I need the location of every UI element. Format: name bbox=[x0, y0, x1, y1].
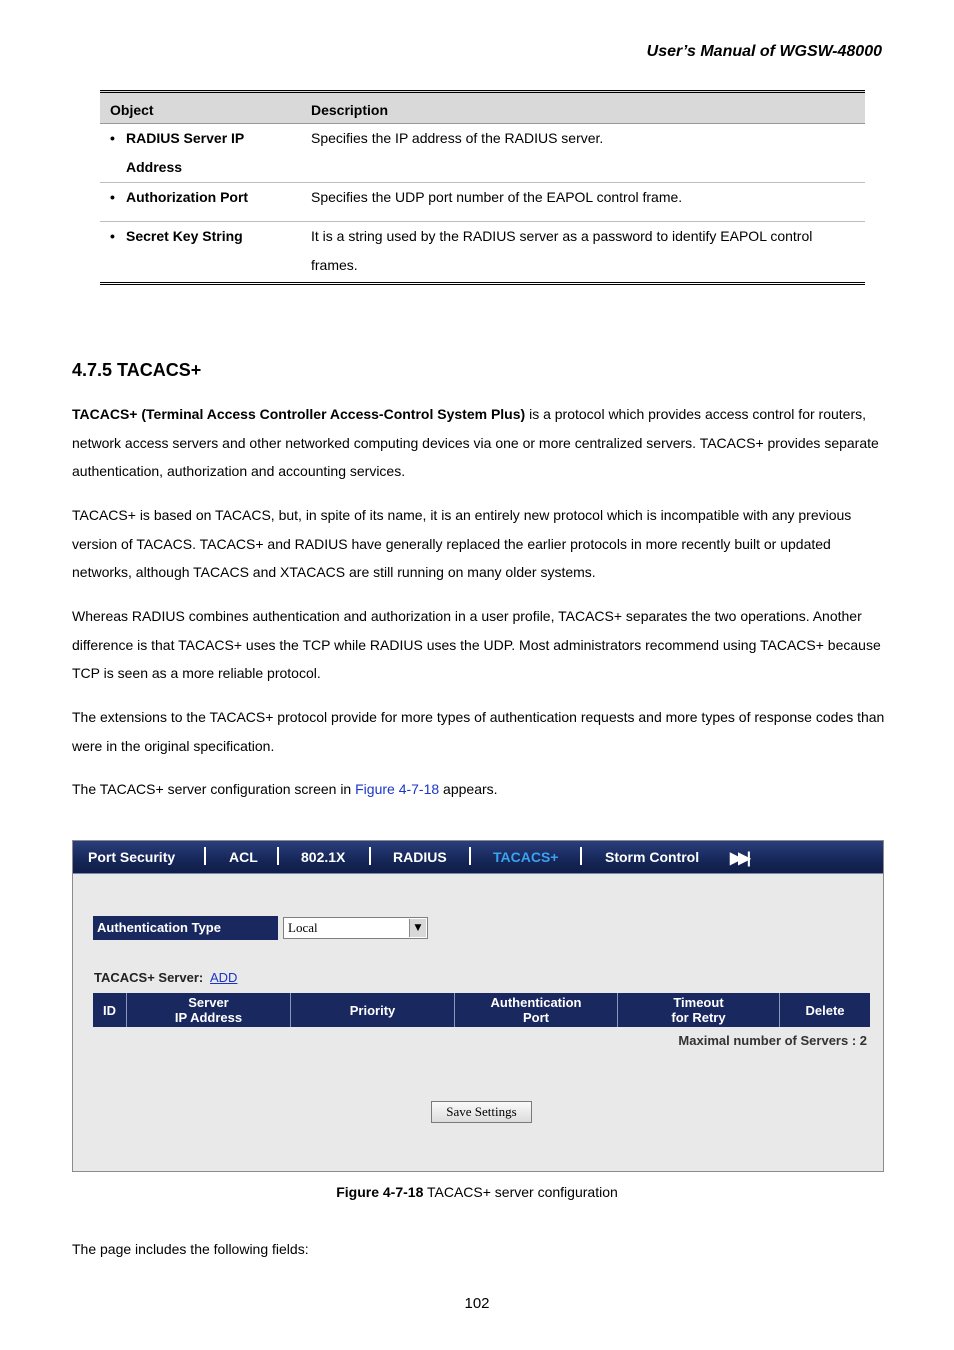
tab-storm-control[interactable]: Storm Control bbox=[605, 849, 700, 865]
tab-port-security[interactable]: Port Security bbox=[88, 849, 176, 865]
add-server-link[interactable]: ADD bbox=[210, 970, 238, 985]
col-id: ID bbox=[93, 993, 127, 1027]
paragraph-radius-comparison: Whereas RADIUS combines authentication and authorization in a user profile, TACACS+ separates the two operations. Another difference is that TACACS+ uses the TCP while RADIUS uses the UDP. Most administrators recommend using TACACS+ because TCP is seen as a more reliable protocol. bbox=[72, 608, 881, 681]
bullet-icon: • bbox=[110, 130, 115, 146]
save-settings-button[interactable]: Save Settings bbox=[431, 1101, 532, 1123]
col-server-ip: Server IP Address bbox=[127, 993, 291, 1027]
tab-tacacs[interactable]: TACACS+ bbox=[493, 849, 559, 865]
tab-radius[interactable]: RADIUS bbox=[393, 849, 447, 865]
max-servers-note: Maximal number of Servers : 2 bbox=[678, 1033, 867, 1048]
col-auth-port: Authentication Port bbox=[455, 993, 618, 1027]
manual-header: User’s Manual of WGSW-48000 bbox=[646, 43, 882, 60]
server-table-header bbox=[93, 993, 870, 1027]
paragraph-tacacs-history: TACACS+ is based on TACACS, but, in spite of its name, it is an entirely new protocol which is incompatible with any previous version of TACACS. TACACS+ and RADIUS have generally replaced the earlier protocols in more recently built or updated networks, although TACACS and XTACACS are still running on many older systems. bbox=[72, 507, 852, 580]
bullet-icon: • bbox=[110, 228, 115, 244]
fields-intro: The page includes the following fields: bbox=[72, 1241, 309, 1257]
table-row: • Secret Key String It is a string used by the RADIUS server as a password to identify EAPOL control frames. bbox=[100, 222, 865, 285]
col-object-header: Object bbox=[110, 102, 154, 118]
figure-caption: Figure 4-7-18 TACACS+ server configuration bbox=[336, 1184, 618, 1200]
paragraph-extensions: The extensions to the TACACS+ protocol provide for more types of authentication requests and more types of response codes than were in the original specification. bbox=[72, 709, 885, 754]
table-row: • RADIUS Server IP Address Specifies the IP address of the RADIUS server. bbox=[100, 124, 865, 183]
auth-type-select[interactable]: Local ▼ bbox=[283, 917, 428, 939]
parameter-table bbox=[100, 90, 865, 285]
col-timeout: Timeout for Retry bbox=[618, 993, 780, 1027]
tab-separator bbox=[469, 847, 471, 865]
col-delete: Delete bbox=[805, 1002, 845, 1018]
fast-forward-icon[interactable]: ▶▶| bbox=[730, 850, 748, 867]
tab-bar bbox=[73, 841, 883, 874]
tab-separator bbox=[369, 847, 371, 865]
tab-separator bbox=[277, 847, 279, 865]
auth-type-label: Authentication Type bbox=[93, 916, 278, 940]
paragraph-figure-ref: The TACACS+ server configuration screen in Figure 4-7-18 appears. bbox=[72, 781, 498, 797]
tab-separator bbox=[580, 847, 582, 865]
tab-separator bbox=[204, 847, 206, 865]
figure-link[interactable]: Figure 4-7-18 bbox=[355, 781, 440, 797]
col-description-header: Description bbox=[311, 102, 389, 118]
section-title: 4.7.5 TACACS+ bbox=[72, 360, 202, 380]
table-row: • Authorization Port Specifies the UDP port number of the EAPOL control frame. bbox=[100, 183, 865, 222]
col-priority: Priority bbox=[291, 993, 455, 1027]
paragraph-intro: TACACS+ (Terminal Access Controller Access-Control System Plus) is a protocol which provides access control for routers, network access servers and other networked computing devices via one or more centralized servers. TACACS+ provides separate authentication, authorization and accounting services. bbox=[72, 406, 879, 479]
table-header bbox=[100, 90, 865, 124]
tacacs-config-screenshot bbox=[72, 840, 884, 1172]
page-number: 102 bbox=[464, 1295, 490, 1312]
bullet-icon: • bbox=[110, 189, 115, 205]
tacacs-server-label: TACACS+ Server: bbox=[94, 970, 204, 985]
chevron-down-icon[interactable]: ▼ bbox=[409, 919, 426, 937]
tab-acl[interactable]: ACL bbox=[229, 849, 258, 865]
tab-8021x[interactable]: 802.1X bbox=[301, 849, 346, 865]
